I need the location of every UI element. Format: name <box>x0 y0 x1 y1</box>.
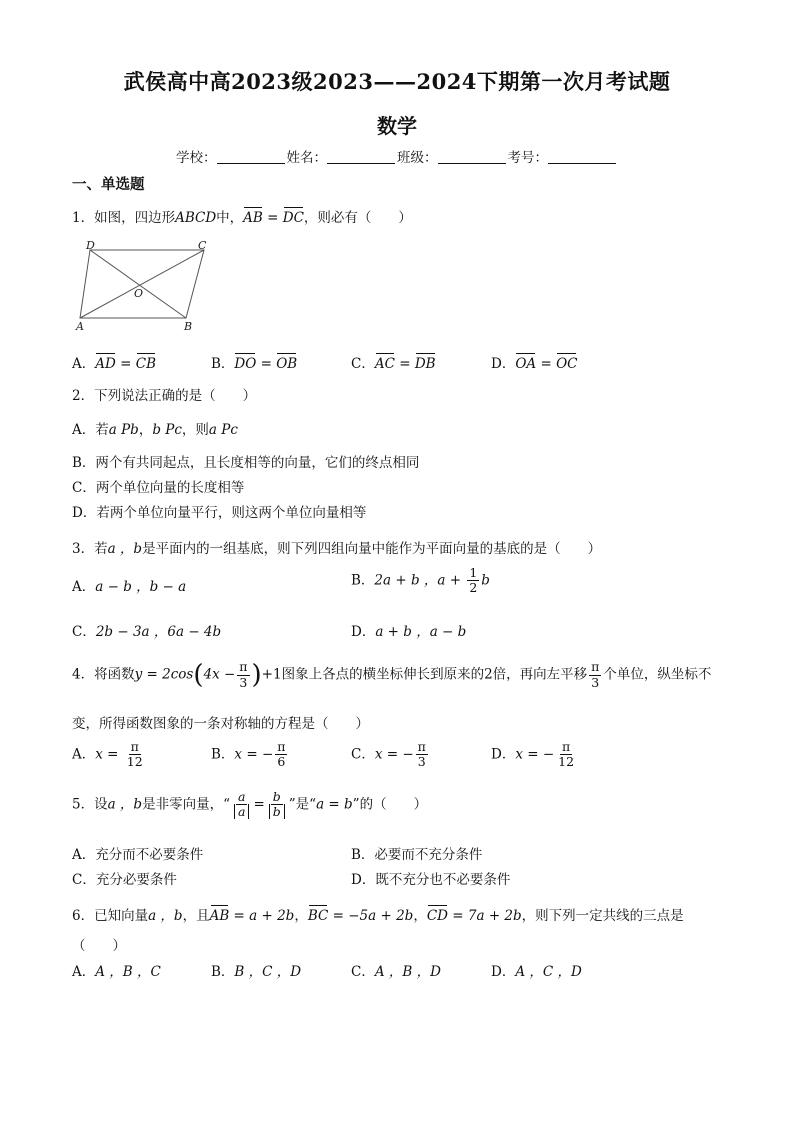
q2-option-d[interactable]: D．若两个单位向量平行，则这两个单位向量相等 <box>72 505 367 521</box>
q2-option-b[interactable]: B．两个有共同起点，且长度相等的向量，它们的终点相同 <box>72 455 420 471</box>
q1-stem: 1．如图，四边形ABCD中，AB = DC，则必有（ ） <box>72 210 412 226</box>
diagonal-ac <box>80 250 204 318</box>
q2-option-c[interactable]: C．两个单位向量的长度相等 <box>72 480 245 496</box>
name-label: 姓名： <box>286 150 327 166</box>
q2-stem: 2．下列说法正确的是（ ） <box>72 388 257 404</box>
q6-option-a[interactable]: A．A ，B ，C <box>72 964 161 980</box>
number-label: 考号： <box>507 150 548 166</box>
label-d: D <box>86 240 95 252</box>
q6-option-c[interactable]: C．A ，B ，D <box>351 964 441 980</box>
q2-option-a[interactable]: A．若a Pb，b Pc，则a Pc <box>72 422 238 438</box>
q3-stem: 3．若a ，b是平面内的一组基底，则下列四组向量中能作为平面向量的基底的是（ ） <box>72 541 602 557</box>
q6-option-b[interactable]: B．B ，C ，D <box>211 964 302 980</box>
label-o: O <box>134 287 144 300</box>
unit-vector-b: $\frac{b}{b}$ <box>267 790 287 820</box>
q4-stem-continued: 变，所得函数图象的一条对称轴的方程是（ ） <box>72 716 369 732</box>
vector-dc: DC <box>282 210 304 226</box>
q3-option-d[interactable]: D．a + b ，a − b <box>351 624 467 640</box>
q4-option-a[interactable]: A．x = $\frac{\pi}{12}$ <box>72 739 143 770</box>
q3-option-b[interactable]: B．2a + b ，a + $\frac{1}{2}$ b <box>351 565 490 596</box>
student-info-line <box>0 146 794 166</box>
q1-option-b[interactable]: B．DO = OB <box>211 356 298 372</box>
number-blank[interactable] <box>548 149 616 164</box>
fraction-one-half: $\frac{1}{2}$ <box>469 565 478 596</box>
q4-option-d[interactable]: D．x = − $\frac{\pi}{12}$ <box>491 739 575 770</box>
q1-option-d[interactable]: D．OA = OC <box>491 356 578 372</box>
diagonal-bd <box>90 250 186 318</box>
label-b: B <box>184 320 193 332</box>
unit-vector-a: $\frac{a}{a}$ <box>232 790 251 820</box>
exam-title: 武侯高中高2023级2023——2024下期第一次月考试题 <box>123 69 671 94</box>
vector-ab: AB <box>243 210 263 226</box>
q5-stem: 5．设a ，b是非零向量，“ $\frac{a}{a}$ = $\frac{b}{b}$ ”是“a = b”的（ ） <box>72 789 428 820</box>
quad-name: ABCD <box>175 210 217 226</box>
label-c: C <box>198 240 207 252</box>
q3-option-c[interactable]: C．2b − 3a ，6a − 4b <box>72 624 222 640</box>
q4-stem: 4．将函数y = 2cos(4x − $\frac{\pi}{3}$ )+1图象上各点的横坐标伸长到原来的2倍，再向左平移 $\frac{\pi}{3}$ 个单位，纵坐标不 <box>72 659 712 690</box>
q5-option-a[interactable]: A．充分而不必要条件 <box>72 847 204 863</box>
subject-title: 数学 <box>377 114 417 138</box>
q6-stem-paren: （ ） <box>72 938 126 954</box>
q5-option-d[interactable]: D．既不充分也不必要条件 <box>351 872 511 888</box>
school-blank[interactable] <box>217 149 285 164</box>
q4-option-c[interactable]: C．x = − $\frac{\pi}{3}$ <box>351 739 426 770</box>
q1-option-a[interactable]: A．AD = CB <box>72 356 156 372</box>
q5-option-c[interactable]: C．充分必要条件 <box>72 872 177 888</box>
q6-stem: 6．已知向量a ，b，且AB = a + 2b，BC = −5a + 2b，CD = 7a + 2b，则下列一定共线的三点是 <box>72 908 684 924</box>
school-label: 学校： <box>176 150 217 166</box>
q6-option-d[interactable]: D．A ，C ，D <box>491 964 582 980</box>
class-blank[interactable] <box>438 149 506 164</box>
q5-option-b[interactable]: B．必要而不充分条件 <box>351 847 483 863</box>
section-title: 一、单选题 <box>72 176 145 193</box>
name-blank[interactable] <box>327 149 395 164</box>
q1-option-c[interactable]: C．AC = DB <box>351 356 436 372</box>
q4-option-b[interactable]: B．x = − $\frac{\pi}{6}$ <box>211 739 286 770</box>
label-a: A <box>76 320 84 332</box>
q3-option-a[interactable]: A．a − b ，b − a <box>72 579 187 595</box>
q1-parallelogram-figure <box>74 240 214 332</box>
class-label: 班级： <box>397 150 438 166</box>
